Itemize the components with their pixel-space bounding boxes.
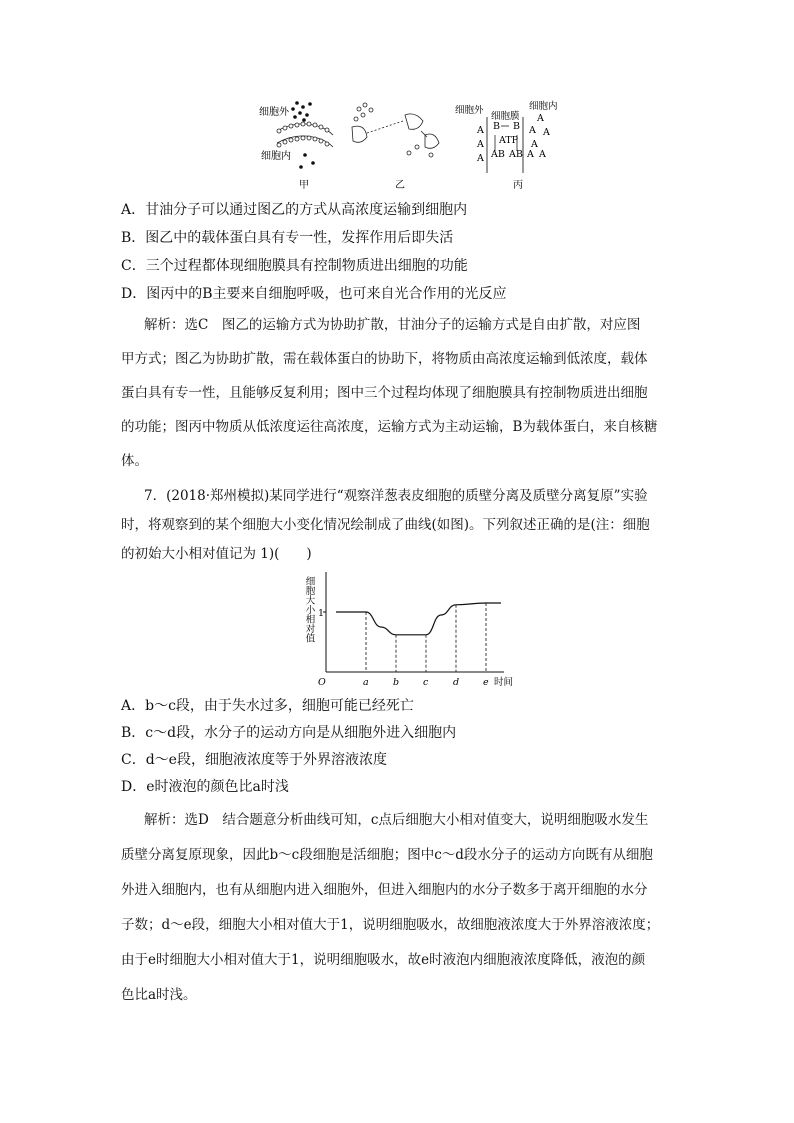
bing-a-5: A	[529, 125, 536, 136]
chart-xtick-a: a	[363, 677, 369, 688]
bing-b-right: B	[513, 121, 520, 132]
q7-analysis-line-3: 外进入细胞内，也有从细胞内进入细胞外，但进入细胞内的水分子数多于离开细胞的水分	[121, 882, 648, 898]
q7-analysis-line-1: 解析：选D 结合题意分析曲线可知，c点后细胞大小相对值变大，说明细胞吸水发生	[144, 812, 649, 828]
bing-outside-label: 细胞外	[455, 105, 484, 116]
jia-bilayer	[277, 122, 333, 147]
transport-figure-svg	[255, 95, 565, 195]
q6-analysis-line-3: 蛋白具有专一性，且能够反复利用；图中三个过程均体现了细胞膜具有控制物质进出细胞	[121, 385, 648, 401]
bing-ab-right: AB	[509, 149, 523, 160]
membrane-transport-figure	[255, 95, 565, 195]
bing-a-4: A	[537, 113, 544, 124]
q6-analysis-line-4: 的功能；图丙中物质从低浓度运往高浓度，运输方式为主动运输，B为载体蛋白，来自核糖	[121, 419, 658, 435]
q7-analysis-line-4: 子数；d～e段，细胞大小相对值大于1，说明细胞吸水，故细胞液浓度大于外界溶液浓度；	[121, 917, 660, 933]
q7-option-c: C．d～e段，细胞液浓度等于外界溶液浓度	[121, 752, 387, 768]
jia-outside-label: 细胞外	[259, 107, 289, 118]
bing-a-3: A	[477, 153, 484, 164]
cell-size-chart	[300, 568, 520, 690]
bing-b-left: B	[493, 121, 500, 132]
q6-option-c: C．三个过程都体现细胞膜具有控制物质进出细胞的功能	[121, 258, 468, 274]
bing-a-9: A	[539, 149, 546, 160]
chart-series-line	[336, 603, 501, 635]
q6-option-d: D．图丙中的B主要来自细胞呼吸，也可来自光合作用的光反应	[121, 286, 507, 302]
bing-a-1: A	[477, 125, 484, 136]
q7-option-b: B．c～d段，水分子的运动方向是从细胞外进入细胞内	[121, 725, 457, 741]
chart-origin-label: O	[318, 677, 326, 688]
chart-xtick-c: c	[423, 677, 429, 688]
q7-stem-line-1: 7．(2018·郑州模拟)某同学进行“观察洋葱表皮细胞的质壁分离及质壁分离复原”实验	[144, 488, 648, 504]
cell-size-chart-svg	[300, 568, 520, 690]
bing-ab-left: AB	[491, 149, 505, 160]
q6-analysis-line-1: 解析：选C 图乙的运输方式为协助扩散，甘油分子的运输方式是自由扩散，对应图	[144, 317, 641, 333]
panel-bing	[455, 100, 558, 191]
chart-ylabel: 细胞大小相对值	[303, 576, 315, 643]
q7-analysis-line-6: 色比a时浅。	[121, 987, 197, 1003]
chart-xlabel: 时间	[494, 677, 514, 688]
yi-caption: 乙	[395, 180, 405, 191]
bing-inside-label: 细胞内	[529, 101, 558, 112]
q6-analysis-line-2: 甲方式；图乙为协助扩散，需在载体蛋白的协助下，将物质由高浓度运输到低浓度，载体	[121, 351, 648, 367]
chart-xtick-e: e	[483, 677, 489, 688]
q7-stem-line-3: 的初始大小相对值记为 1)( )	[121, 546, 312, 562]
chart-guides	[323, 603, 486, 672]
q6-option-a: A．甘油分子可以通过图乙的方式从高浓度运输到细胞内	[121, 202, 468, 218]
q6-analysis-line-5: 体。	[121, 453, 148, 469]
bing-caption: 丙	[513, 180, 523, 191]
jia-inside-label: 细胞内	[261, 151, 291, 162]
jia-molecules	[291, 101, 315, 169]
q7-stem-line-2: 时，将观察到的某个细胞大小变化情况绘制成了曲线(如图)。下列叙述正确的是(注：细胞	[121, 517, 650, 533]
q7-option-a: A．b～c段，由于失水过多，细胞可能已经死亡	[121, 698, 414, 714]
panel-yi	[352, 103, 439, 191]
chart-xtick-d: d	[453, 677, 460, 688]
bing-a-2: A	[477, 139, 484, 150]
bing-membrane-label: 细胞膜	[491, 111, 520, 122]
chart-ytick-1: 1	[318, 608, 325, 619]
q7-analysis-line-5: 由于e时细胞大小相对值大于1，说明细胞吸水，故e时液泡内细胞液浓度降低，液泡的颜	[121, 952, 646, 968]
bing-a-7: A	[531, 139, 538, 150]
q6-option-b: B．图乙中的载体蛋白具有专一性，发挥作用后即失活	[121, 230, 454, 246]
q7-analysis-line-2: 质壁分离复原现象，因此b～c段细胞是活细胞；图中c～d段水分子的运动方向既有从细胞	[121, 847, 653, 863]
jia-caption: 甲	[299, 180, 309, 191]
chart-xticks	[363, 677, 489, 688]
q7-option-d: D．e时液泡的颜色比a时浅	[121, 779, 289, 795]
bing-atp: ATP	[499, 135, 519, 146]
panel-jia	[259, 101, 333, 191]
bing-a-8: A	[527, 149, 534, 160]
chart-xtick-b: b	[393, 677, 400, 688]
bing-a-6: A	[543, 127, 550, 138]
